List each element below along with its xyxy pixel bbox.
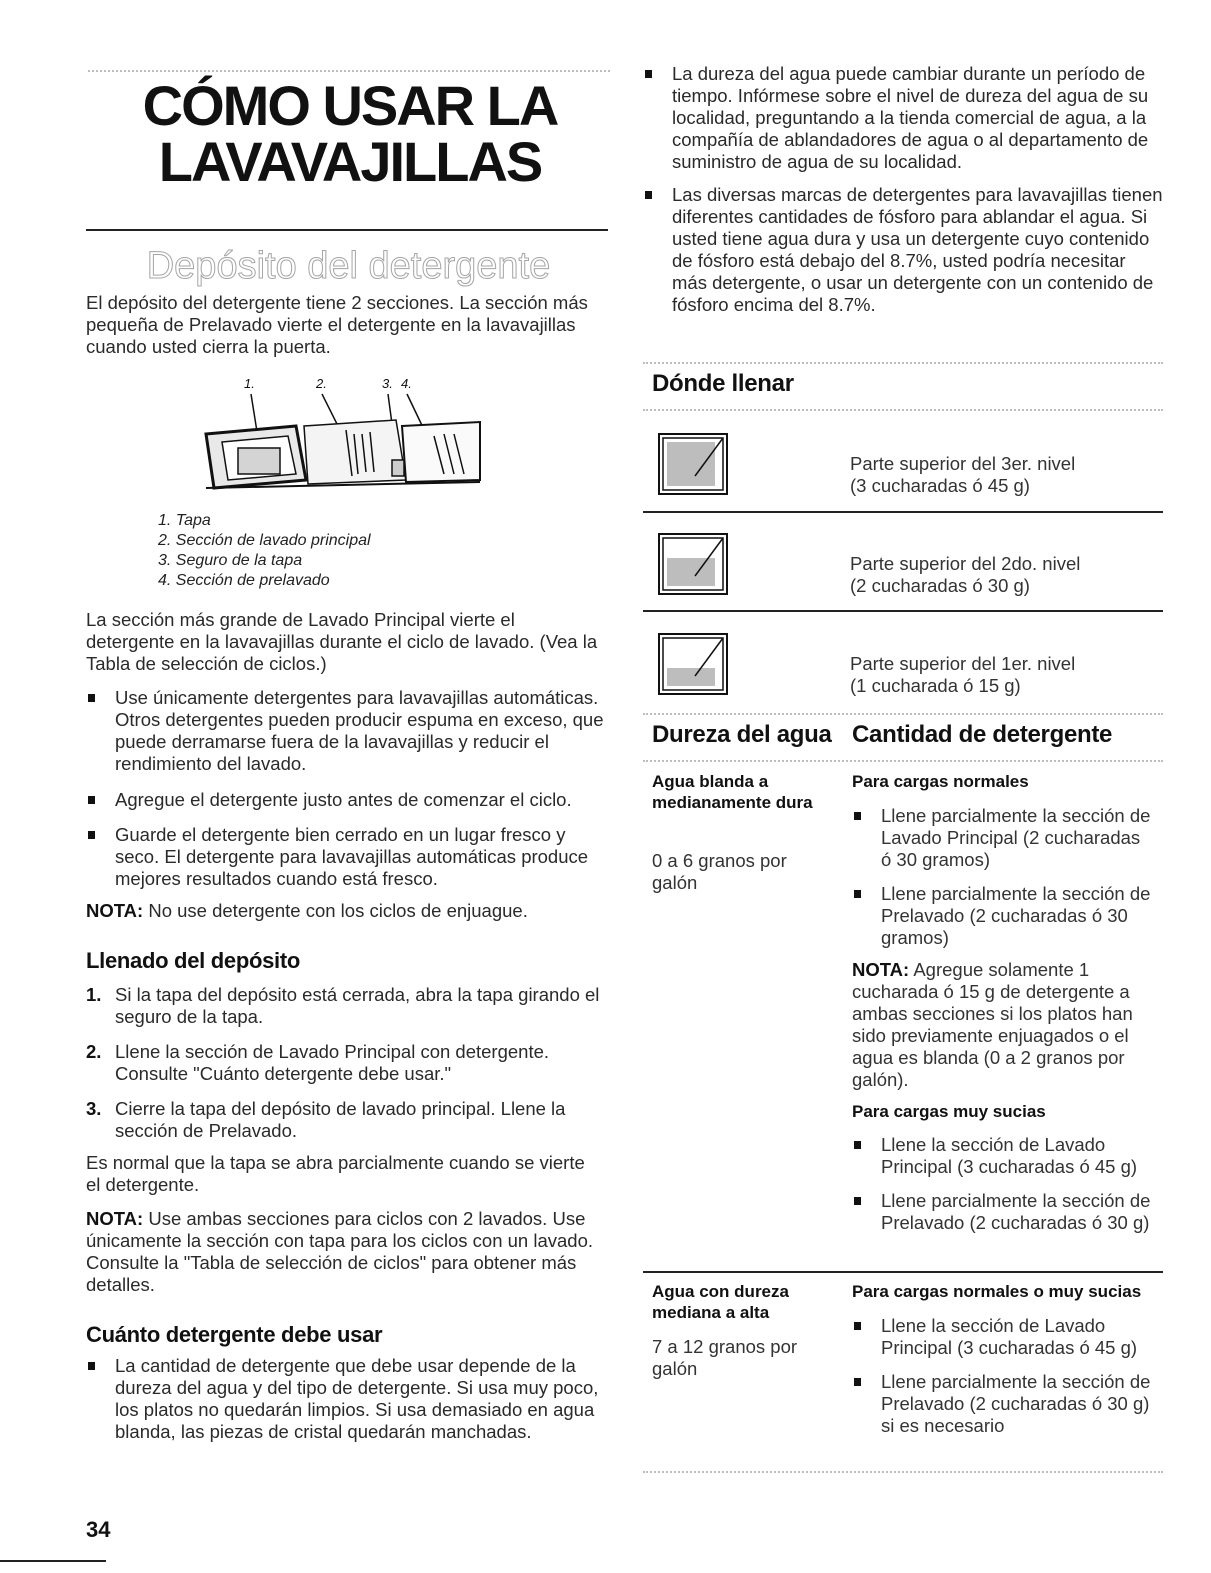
intro-paragraph: El depósito del detergente tiene 2 secciones. La sección más pequeña de Prelavado vierte el detergente en la lavavajillas cuando usted cierra la puerta. (86, 292, 588, 357)
figure-label-2: 2. (316, 376, 327, 391)
list-item: Agregue el detergente justo antes de comenzar el ciclo. (86, 789, 610, 811)
fill-level-label: Parte superior del 3er. nivel (3 cucharadas ó 45 g) (850, 453, 1076, 496)
dirty-loads-list (852, 1134, 1152, 1234)
donde-top-rule (643, 362, 1163, 364)
normal-loads-list (852, 805, 1152, 949)
caption-tapa: 1. Tapa (158, 512, 211, 529)
title-rule (86, 229, 608, 231)
hardness-soft-title: Agua blanda a medianamente dura (652, 772, 813, 812)
step-item: 1. Si la tapa del depósito está cerrada, abra la tapa girando el seguro de la tapa. (86, 984, 600, 1027)
table-header-rule (643, 760, 1163, 762)
step-item: 2. Llene la sección de Lavado Principal con detergente. Consulte "Cuánto detergente debe usar." (86, 1041, 550, 1084)
left-bullet-list (86, 687, 610, 890)
list-item: Llene parcialmente la sección de Prelavado (2 cucharadas ó 30 g) (852, 1190, 1152, 1234)
figure-label-3: 3. (382, 376, 393, 391)
nota-label: NOTA: (86, 1208, 144, 1229)
list-item: Use únicamente detergentes para lavavajillas automáticas. Otros detergentes pueden producir espuma en exceso, que puede derramarse fuera de la lavavajillas y reducir el rendimiento del lavado. (86, 687, 610, 775)
section-title: Depósito del detergente (146, 245, 551, 287)
figure-captions (158, 511, 458, 591)
nota-text: Use ambas secciones para ciclos con 2 lavados. Use únicamente la sección con tapa para los ciclos con un lavado. Consulte la "Tabla de selección de ciclos" para obtener más detalles. (86, 1208, 593, 1295)
main-wash-paragraph: La sección más grande de Lavado Principal vierte el detergente en la lavavajillas durante el ciclo de lavado. (Vea la Tabla de selección de ciclos.) (86, 609, 598, 674)
list-item: Guarde el detergente bien cerrado en un lugar fresco y seco. El detergente para lavavajillas automáticas produce mejores resultados cuando está fresco. (86, 824, 610, 890)
cuanto-heading: Cuánto detergente debe usar (86, 1322, 383, 1347)
normal-lid-paragraph: Es normal que la tapa se abra parcialmente cuando se vierte el detergente. (86, 1152, 585, 1195)
cup-1-icon (655, 630, 733, 698)
list-item: Llene la sección de Lavado Principal (3 cucharadas ó 45 g) (852, 1134, 1152, 1178)
right-bullet-list (643, 63, 1163, 316)
fill-divider (643, 610, 1163, 612)
normal-dirty-title: Para cargas normales o muy sucias (852, 1282, 1142, 1301)
dispenser-figure (196, 376, 486, 502)
list-item: Llene parcialmente la sección de Prelavado (2 cucharadas ó 30 gramos) (852, 883, 1152, 949)
nota-text: No use detergente con los ciclos de enjuague. (143, 900, 528, 921)
col-header-cantidad: Cantidad de detergente (852, 721, 1113, 748)
footer-rule (0, 1560, 106, 1562)
table-bottom-rule (643, 1471, 1163, 1473)
donde-heading: Dónde llenar (652, 370, 794, 397)
hardness-hard-range: 7 a 12 granos por galón (652, 1336, 798, 1379)
cup-2-icon (655, 530, 733, 598)
nota-label: NOTA: (852, 959, 910, 980)
fill-steps (86, 984, 608, 1142)
dirty-loads-title: Para cargas muy sucias (852, 1102, 1046, 1121)
list-item: La dureza del agua puede cambiar durante un período de tiempo. Infórmese sobre el nivel de dureza del agua de su localidad, preguntando a la tienda comercial de agua, a la compañía de ablandadores de agua o al departamento de suministro de agua de su localidad. (643, 63, 1163, 173)
nota-rinse (86, 900, 610, 922)
amount-soft (852, 771, 1152, 1234)
normal-dirty-list (852, 1315, 1152, 1437)
table-row-divider (643, 1271, 1163, 1273)
step-item: 3. Cierre la tapa del depósito de lavado principal. Llene la sección de Prelavado. (86, 1098, 566, 1141)
list-item: Llene parcialmente la sección de Lavado Principal (2 cucharadas ó 30 gramos) (852, 805, 1152, 871)
list-item: Llene parcialmente la sección de Prelavado (2 cucharadas ó 30 g) si es necesario (852, 1371, 1152, 1437)
top-dotted-rule (88, 70, 610, 72)
col-header-dureza: Dureza del agua (652, 721, 832, 748)
fill-row (643, 420, 1163, 512)
table-top-rule (643, 713, 1163, 715)
figure-label-4: 4. (401, 376, 412, 391)
caption-seguro: 3. Seguro de la tapa (158, 552, 303, 569)
normal-loads-title: Para cargas normales (852, 772, 1029, 791)
caption-prelavado: 4. Sección de prelavado (158, 572, 330, 589)
cuanto-bullet-list (86, 1355, 610, 1443)
fill-divider (643, 511, 1163, 513)
nota-sections (86, 1208, 604, 1296)
donde-bottom-rule (643, 409, 1163, 411)
page-title: CÓMO USAR LA LAVAVAJILLAS (142, 74, 558, 193)
hardness-hard-title: Agua con dureza mediana a alta (652, 1282, 789, 1322)
list-item: La cantidad de detergente que debe usar depende de la dureza del agua y del tipo de detergente. Si usa muy poco, los platos no quedarán limpios. Si usa demasiado en agua blanda, las piezas de cristal quedarán manchadas. (86, 1355, 610, 1443)
fill-level-label: Parte superior del 2do. nivel (2 cucharadas ó 30 g) (850, 553, 1081, 596)
nota-soft (852, 959, 1152, 1091)
fill-row (643, 520, 1163, 612)
list-item: Las diversas marcas de detergentes para lavavajillas tienen diferentes cantidades de fósforo para ablandar el agua. Si usted tiene agua dura y usa un detergente cuyo contenido de fósforo está debajo del 8.7%, usted podría necesitar más detergente, o usar un detergente con un contenido de fósforo encima del 8.7%. (643, 184, 1163, 316)
nota-text: Agregue solamente 1 cucharada ó 15 g de detergente a ambas secciones si los platos han sido previamente enjuagados o el agua es blanda (0 a 2 granos por galón). (852, 959, 1133, 1090)
cup-3-icon (655, 430, 733, 498)
page-number: 34 (86, 1517, 111, 1542)
caption-seccion-principal: 2. Sección de lavado principal (158, 532, 371, 549)
hardness-soft-range: 0 a 6 granos por galón (652, 850, 787, 893)
fill-level-label: Parte superior del 1er. nivel (1 cucharada ó 15 g) (850, 653, 1076, 696)
fill-row (643, 620, 1163, 712)
llenado-heading: Llenado del depósito (86, 948, 301, 973)
dispenser-drawing (196, 376, 486, 502)
figure-label-1: 1. (244, 376, 255, 391)
amount-hard (852, 1281, 1152, 1437)
list-item: Llene la sección de Lavado Principal (3 cucharadas ó 45 g) (852, 1315, 1152, 1359)
nota-label: NOTA: (86, 900, 144, 921)
